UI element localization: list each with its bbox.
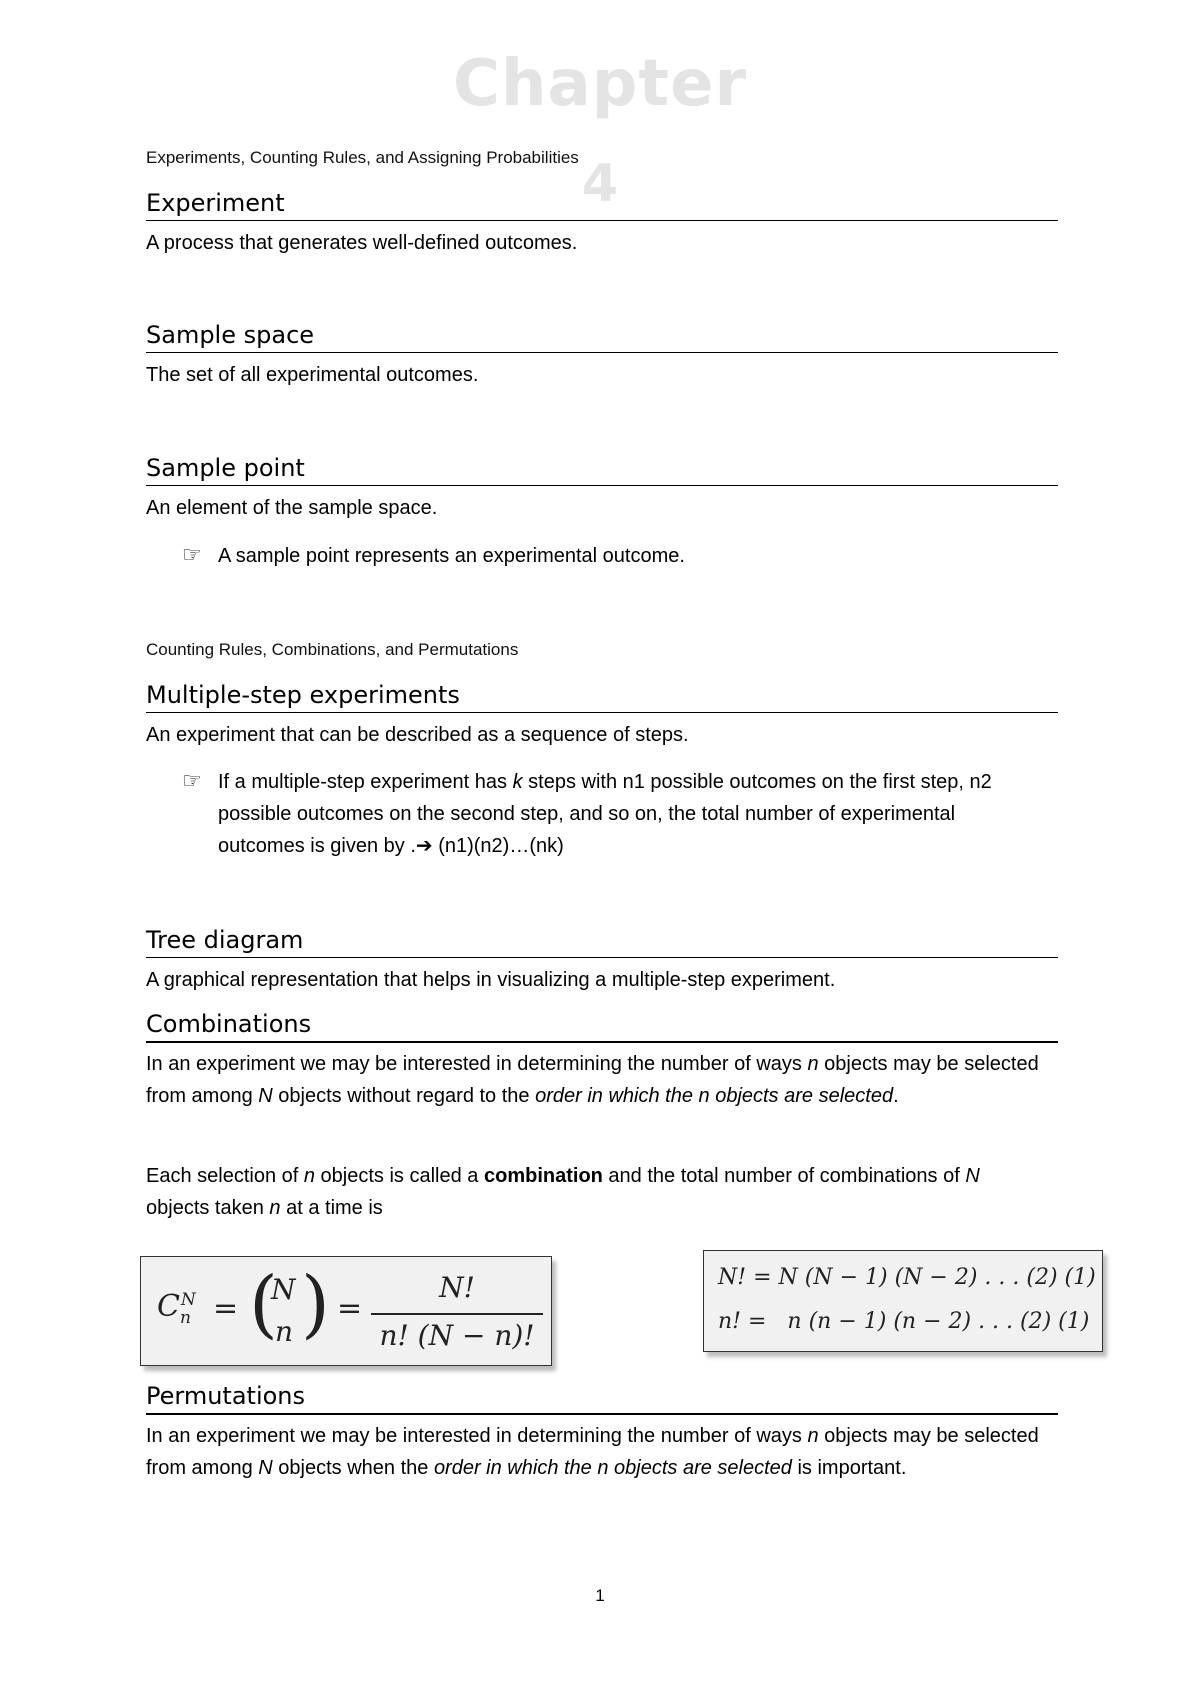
section-subtitle-counting-rules: Counting Rules, Combinations, and Permutations: [146, 640, 519, 659]
sample-point-bullet: ☞ A sample point represents an experimental outcome.: [182, 540, 1022, 572]
factorial-formula: N! = N (N − 1) (N − 2) . . . (2) (1) n! = n (n − 1) (n − 2) . . . (2) (1): [703, 1250, 1103, 1352]
heading-combinations: Combinations: [146, 1011, 1058, 1043]
combination-formula: $C_n^N$ = ( N n ) = N! n! (N − n)!: [140, 1256, 552, 1366]
heading-experiment: Experiment: [146, 190, 1058, 221]
right-arrow-icon: ➔: [415, 835, 433, 857]
chapter-number-watermark: 4: [581, 154, 619, 214]
multiple-step-definition: An experiment that can be described as a sequence of steps.: [146, 724, 689, 746]
heading-sample-point: Sample point: [146, 455, 1058, 486]
sample-point-definition: An element of the sample space.: [146, 497, 438, 519]
combinations-paragraph-2: Each selection of n objects is called a combination and the total number of combinations of N objects taken n at a time is: [146, 1165, 986, 1219]
section-subtitle-experiments: Experiments, Counting Rules, and Assigning Probabilities: [146, 148, 579, 167]
chapter-watermark: Chapter: [452, 47, 748, 121]
sample-space-definition: The set of all experimental outcomes.: [146, 364, 479, 386]
heading-tree-diagram: Tree diagram: [146, 927, 1058, 958]
heading-sample-space: Sample space: [146, 322, 1058, 353]
pointing-hand-icon: ☞: [182, 543, 202, 568]
permutations-paragraph: In an experiment we may be interested in determining the number of ways n objects may be selected from among N objects when the order in which the n objects are selected is important.: [146, 1425, 1045, 1479]
page-number: 1: [595, 1586, 605, 1605]
combinations-paragraph-1: In an experiment we may be interested in determining the number of ways n objects may be selected from among N objects without regard to the order in which the n objects are selected.: [146, 1053, 1045, 1107]
tree-diagram-definition: A graphical representation that helps in visualizing a multiple-step experiment.: [146, 969, 836, 991]
heading-multiple-step: Multiple-step experiments: [146, 682, 1058, 713]
pointing-hand-icon: ☞: [182, 769, 202, 794]
multiple-step-bullet: ☞ If a multiple-step experiment has k steps with n1 possible outcomes on the first step, n2 possible outcomes on the second step, and so on, the total number of experimental outcomes is given by .➔ (n1)(n2)…(nk): [182, 766, 1022, 866]
heading-permutations: Permutations: [146, 1383, 1058, 1415]
experiment-definition: A process that generates well-defined outcomes.: [146, 232, 578, 254]
